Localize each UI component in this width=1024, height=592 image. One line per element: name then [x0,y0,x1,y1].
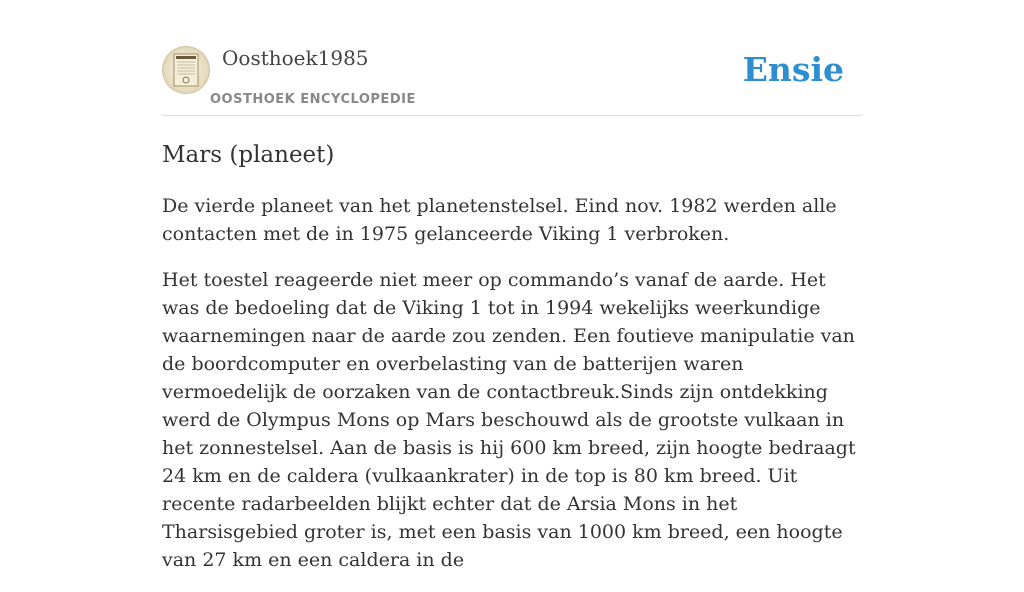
article-paragraph: Het toestel reageerde niet meer op commando’s vanaf de aarde. Het was de bedoeling dat de Viking 1 tot in 1994 wekelijks weerkundige waarnemingen naar de aarde zou zenden. Een foutieve manipulatie van de boordcomputer en overbelasting van de batterijen waren vermoedelijk de oorzaken van de contactbreuk.Sinds zijn ontdekking werd de Olympus Mons op Mars beschouwd als de grootste vulkaan in het zonnestelsel. Aan de basis is hij 600 km breed, zijn hoogte bedraagt 24 km en de caldera (vulkaankrater) in de top is 80 km breed. Uit recente radarbeelden blijkt echter dat de Arsia Mons in het Tharsisgebied groter is, met een basis van 1000 km breed, een hoogte van 27 km en een caldera in de [162,269,856,571]
brand-logo[interactable]: Ensie [742,50,844,89]
source-label[interactable]: OOSTHOEK ENCYCLOPEDIE [210,92,416,107]
page-header [162,0,862,116]
book-cover-icon [162,46,210,94]
avatar[interactable] [162,46,210,94]
author-name[interactable]: Oosthoek1985 [222,46,369,70]
page-container [162,0,862,571]
page-title: Mars (planeet) [162,142,335,168]
article-paragraph: De vierde planeet van het planetenstelsel. Eind nov. 1982 werden alle contacten met de in 1975 gelanceerde Viking 1 verbroken. [162,195,837,245]
article-body [162,192,862,592]
